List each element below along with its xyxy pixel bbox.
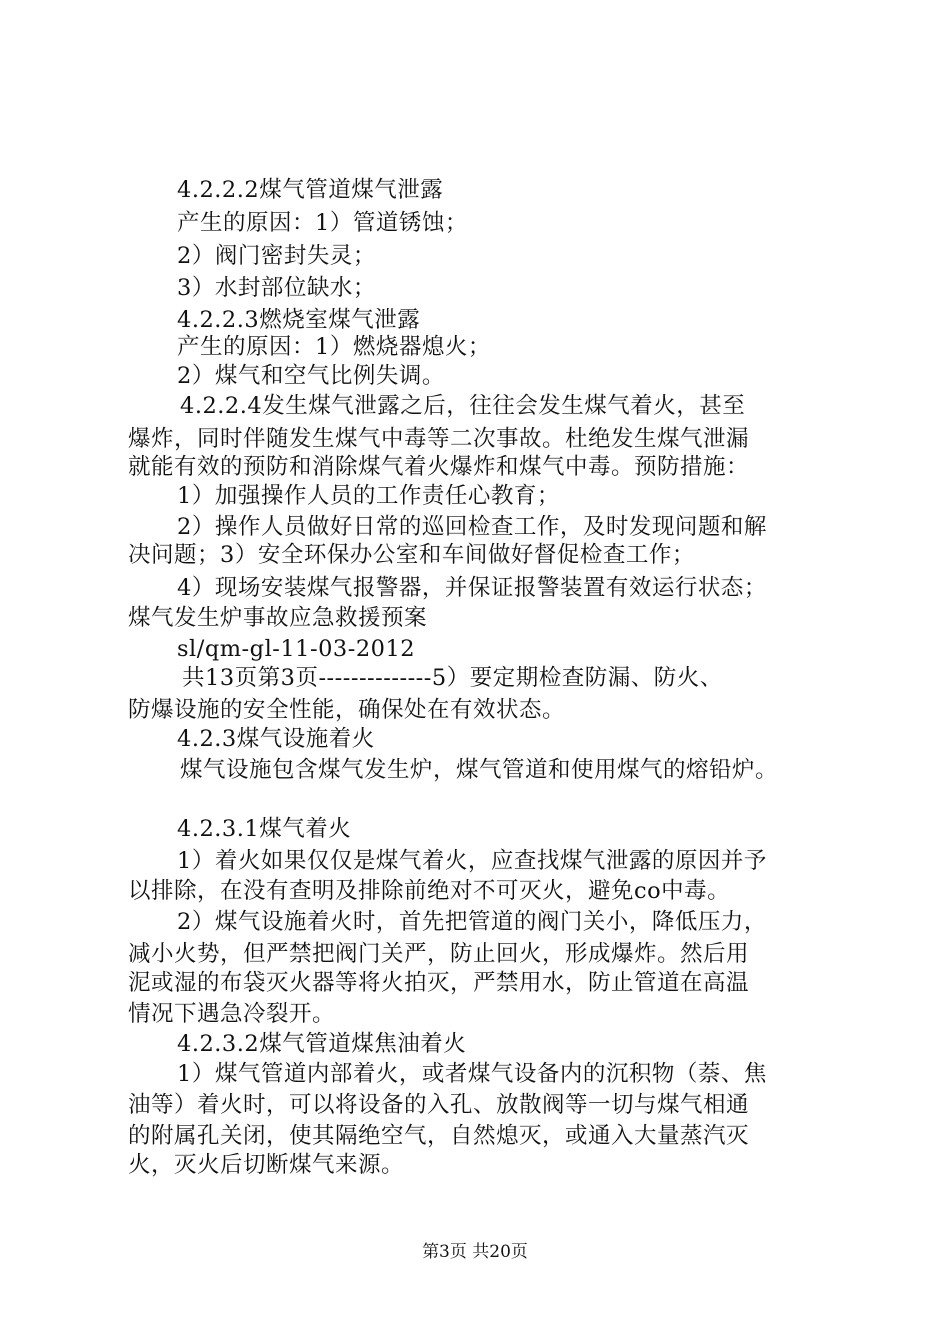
text-line: 就能有效的预防和消除煤气着火爆炸和煤气中毒。预防措施：: [128, 454, 750, 480]
page-footer: 第3页 共20页: [422, 1242, 528, 1262]
text-line: 2）阀门密封失灵；: [177, 243, 376, 269]
text-line: 煤气设施包含煤气发生炉，煤气管道和使用煤气的熔铅炉。: [180, 757, 779, 783]
text-line: 火，灭火后切断煤气来源。: [128, 1152, 405, 1178]
section-heading-4-2-3-1: 4.2.3.1煤气着火: [177, 816, 352, 842]
text-line: 减小火势，但严禁把阀门关严，防止回火，形成爆炸。然后用: [128, 941, 750, 967]
text-line: 以排除，在没有查明及排除前绝对不可灭火，避免co中毒。: [128, 878, 731, 904]
text-line: 1）煤气管道内部着火，或者煤气设备内的沉积物（萘、焦: [177, 1061, 767, 1087]
text-line: 产生的原因：1）管道锈蚀；: [177, 210, 468, 236]
text-line: 情况下遇急冷裂开。: [128, 1001, 336, 1027]
text-line: 共13页第3页--------------5）要定期检查防漏、防火、: [182, 665, 723, 691]
document-code-line: sl/qm-gl-11-03-2012: [177, 636, 416, 662]
text-line: 2）煤气和空气比例失调。: [177, 363, 445, 389]
section-heading-4-2-2-3: 4.2.2.3燃烧室煤气泄露: [177, 307, 421, 333]
section-heading-4-2-3: 4.2.3煤气设施着火: [177, 726, 375, 752]
text-line: 爆炸，同时伴随发生煤气中毒等二次事故。杜绝发生煤气泄漏: [128, 426, 750, 452]
text-line: 2）煤气设施着火时，首先把管道的阀门关小，降低压力，: [177, 909, 767, 935]
text-line: 防爆设施的安全性能，确保处在有效状态。: [128, 697, 566, 723]
text-line: 3）水封部位缺水；: [177, 275, 376, 301]
section-heading-4-2-2-2: 4.2.2.2煤气管道煤气泄露: [177, 177, 444, 203]
text-line: 油等）着火时，可以将设备的入孔、放散阀等一切与煤气相通: [128, 1092, 750, 1118]
text-line: 4）现场安装煤气报警器，并保证报警装置有效运行状态；: [177, 575, 767, 601]
text-line: 1）加强操作人员的工作责任心教育；: [177, 483, 560, 509]
text-line: 4.2.2.4发生煤气泄露之后，往往会发生煤气着火，甚至: [180, 393, 746, 419]
text-line: 1）着火如果仅仅是煤气着火，应查找煤气泄露的原因并予: [177, 848, 767, 874]
text-line: 2）操作人员做好日常的巡回检查工作，及时发现问题和解: [177, 514, 767, 540]
text-line: 的附属孔关闭，使其隔绝空气，自然熄灭，或通入大量蒸汽灭: [128, 1123, 750, 1149]
document-title-line: 煤气发生炉事故应急救援预案: [128, 605, 428, 631]
text-line: 泥或湿的布袋灭火器等将火拍灭，严禁用水，防止管道在高温: [128, 970, 750, 996]
section-heading-4-2-3-2: 4.2.3.2煤气管道煤焦油着火: [177, 1031, 467, 1057]
text-line: 产生的原因：1）燃烧器熄火；: [177, 334, 491, 360]
text-line: 决问题；3）安全环保办公室和车间做好督促检查工作；: [128, 542, 695, 568]
